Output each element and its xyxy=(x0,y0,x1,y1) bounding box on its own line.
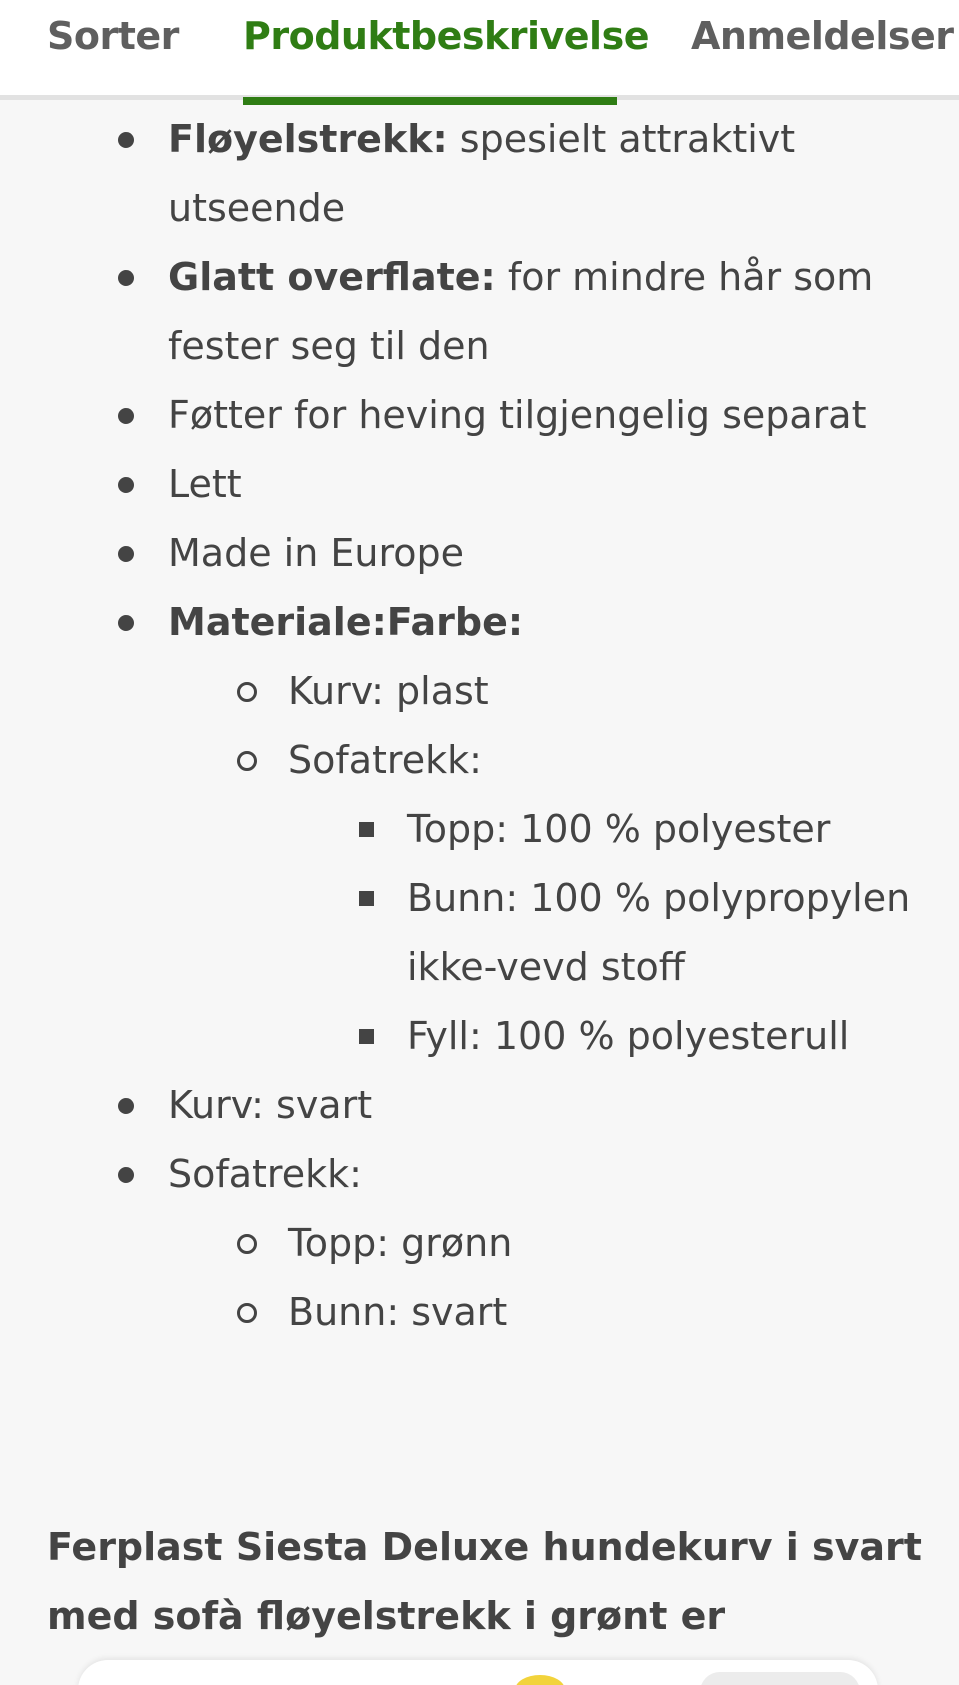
tab-description[interactable]: Produktbeskrivelse xyxy=(243,14,649,58)
bottom-button[interactable] xyxy=(700,1672,860,1685)
feature-text: spesielt attraktivt utseende xyxy=(168,117,796,230)
product-summary: Ferplast Siesta Deluxe hundekurv i svart med sofà fløyelstrekk i grønt er xyxy=(47,1525,922,1638)
list-item xyxy=(0,1071,959,1140)
material-cover: Sofatrekk: xyxy=(288,738,482,782)
cover-item: Topp: 100 % polyester xyxy=(407,807,831,851)
color-item: Bunn: svart xyxy=(288,1290,508,1334)
list-item xyxy=(168,726,919,1071)
tab-bar xyxy=(0,0,959,100)
color-basket: Kurv: svart xyxy=(168,1083,373,1127)
color-cover: Sofatrekk: xyxy=(168,1152,362,1196)
list-item xyxy=(0,519,959,588)
tab-reviews[interactable]: Anmeldelser xyxy=(691,14,954,58)
feature-text: Made in Europe xyxy=(168,531,465,575)
list-item xyxy=(288,795,919,864)
list-item xyxy=(288,864,919,1002)
active-tab-indicator xyxy=(243,97,617,105)
list-item xyxy=(168,1278,919,1347)
feature-text: for mindre hår som fester seg til den xyxy=(168,255,874,368)
feature-label: Fløyelstrekk: xyxy=(168,117,448,161)
list-item xyxy=(0,588,959,1071)
feature-list xyxy=(0,105,959,1347)
material-heading: Materiale:Farbe: xyxy=(168,600,524,644)
list-item xyxy=(0,1140,959,1347)
cover-item: Bunn: 100 % polypropylen ikke-vevd stoff xyxy=(407,876,911,989)
product-description xyxy=(0,105,959,1347)
color-list xyxy=(0,1209,919,1347)
list-item xyxy=(0,381,959,450)
feature-label: Glatt overflate: xyxy=(168,255,496,299)
list-item xyxy=(0,105,959,243)
feature-text: Føtter for heving tilgjengelig separat xyxy=(168,393,867,437)
list-item xyxy=(0,450,959,519)
feature-text: Lett xyxy=(168,462,242,506)
list-item xyxy=(288,1002,919,1071)
cover-item: Fyll: 100 % polyesterull xyxy=(407,1014,850,1058)
color-item: Topp: grønn xyxy=(288,1221,513,1265)
material-basket: Kurv: plast xyxy=(288,669,489,713)
material-list xyxy=(0,657,919,1071)
tab-sort[interactable]: Sorter xyxy=(47,14,179,58)
cover-material-list xyxy=(0,795,919,1071)
list-item xyxy=(168,1209,919,1278)
list-item xyxy=(0,243,959,381)
list-item xyxy=(168,657,919,726)
